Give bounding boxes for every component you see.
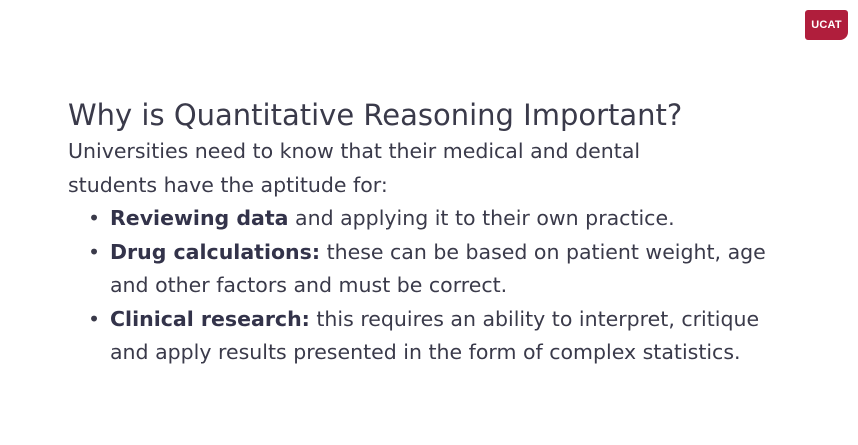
bullet-bold-text: Reviewing data xyxy=(110,206,289,230)
bullet-text: and applying it to their own practice. xyxy=(288,206,675,230)
logo-text: UCAT xyxy=(811,19,842,31)
bullet-bold-text: Drug calculations: xyxy=(110,239,321,264)
ucat-logo xyxy=(805,10,848,40)
bullet-dot-icon: • xyxy=(88,239,101,264)
bullet-item-drug-calculations xyxy=(68,236,770,303)
slide-title: Why is Quantitative Reasoning Important? xyxy=(68,98,683,132)
intro-paragraph: Universities need to know that their medical and dental students have the aptitude for: xyxy=(68,139,641,197)
bullet-text: these can be based on patient weight, age and other factors and must be correct. xyxy=(110,239,766,297)
bullet-text: this requires an ability to interpret, critique and apply results presented in the form of complex statistics. xyxy=(110,306,760,364)
bullet-item-clinical-research xyxy=(68,303,770,370)
bullet-dot-icon: • xyxy=(88,306,101,331)
bullet-dot-icon: • xyxy=(88,206,101,230)
bullet-item-reviewing-data xyxy=(68,202,770,236)
bullet-list xyxy=(68,202,808,370)
slide-content xyxy=(68,95,808,370)
bullet-bold-text: Clinical research: xyxy=(110,306,310,331)
